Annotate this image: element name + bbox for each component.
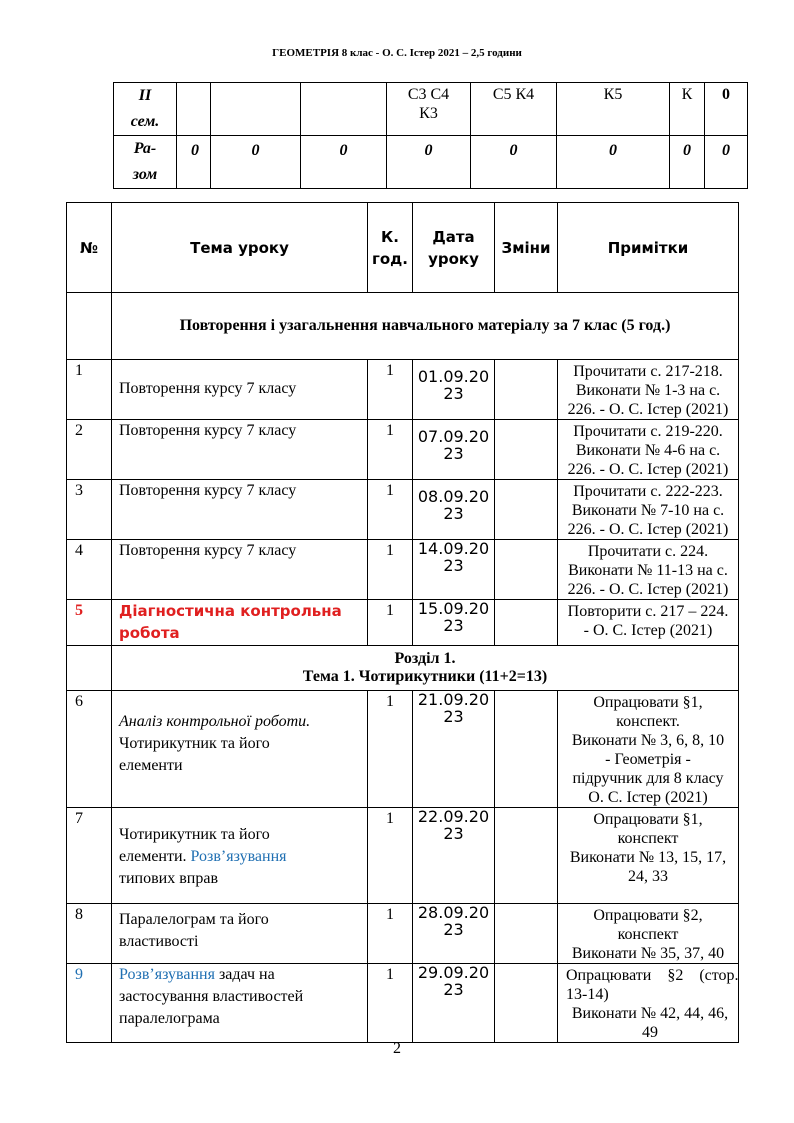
section-title: Повторення і узагальнення навчального матеріалу за 7 клас (5 год.) <box>112 293 739 360</box>
summary-cell: К5 <box>557 83 670 136</box>
row-hours: 1 <box>368 691 413 808</box>
table-row <box>67 904 739 964</box>
row-date: 08.09.20 23 <box>413 480 495 540</box>
row-number: 5 <box>67 600 112 646</box>
total-value: 0 <box>301 136 387 189</box>
header-hours: К. год. <box>368 203 413 293</box>
table-row <box>67 420 739 480</box>
row-hours: 1 <box>368 904 413 964</box>
total-value: 0 <box>705 136 748 189</box>
row-notes: Прочитати с. 224. Виконати № 11-13 на с. 226. - О. С. Істер (2021) <box>558 540 739 600</box>
row-date: 21.09.20 23 <box>413 691 495 808</box>
row-changes <box>495 691 558 808</box>
summary-cell <box>211 83 301 136</box>
table-header-row <box>67 203 739 293</box>
table-row <box>67 691 739 808</box>
row-topic: Повторення курсу 7 класу <box>112 360 368 420</box>
semester-label: II сем. <box>114 83 177 136</box>
row-hours: 1 <box>368 808 413 904</box>
document-header: ГЕОМЕТРІЯ 8 клас - О. С. Істер 2021 – 2,5 години <box>272 47 522 59</box>
total-value: 0 <box>211 136 301 189</box>
section-title: Розділ 1. Тема 1. Чотирикутники (11+2=13) <box>112 646 739 691</box>
row-topic: Паралелограм та його властивості <box>112 904 368 964</box>
header-date: Дата уроку <box>413 203 495 293</box>
summary-cell: 0 <box>705 83 748 136</box>
row-date: 14.09.20 23 <box>413 540 495 600</box>
row-notes: Прочитати с. 217-218. Виконати № 1-3 на с. 226. - О. С. Істер (2021) <box>558 360 739 420</box>
row-changes <box>495 360 558 420</box>
section-row <box>67 646 739 691</box>
row-date: 01.09.20 23 <box>413 360 495 420</box>
header-changes: Зміни <box>495 203 558 293</box>
header-number: № <box>67 203 112 293</box>
row-notes: Опрацювати §2, конспект Виконати № 35, 37, 40 <box>558 904 739 964</box>
row-date: 28.09.20 23 <box>413 904 495 964</box>
total-value: 0 <box>557 136 670 189</box>
row-topic: Чотирикутник та його елементи. Розв’язування типових вправ <box>112 808 368 904</box>
page-number: 2 <box>393 1040 401 1057</box>
row-changes <box>495 600 558 646</box>
row-notes: Прочитати с. 219-220. Виконати № 4-6 на с. 226. - О. С. Істер (2021) <box>558 420 739 480</box>
table-row <box>67 360 739 420</box>
row-number: 1 <box>67 360 112 420</box>
row-number: 7 <box>67 808 112 904</box>
row-changes <box>495 540 558 600</box>
lesson-plan-table <box>66 202 739 1043</box>
row-hours: 1 <box>368 420 413 480</box>
summary-row-total <box>114 136 748 189</box>
summary-cell <box>301 83 387 136</box>
row-number: 9 <box>67 964 112 1043</box>
header-notes: Примітки <box>558 203 739 293</box>
row-number: 4 <box>67 540 112 600</box>
row-topic: Повторення курсу 7 класу <box>112 540 368 600</box>
table-row <box>67 808 739 904</box>
row-changes <box>495 964 558 1043</box>
row-date: 29.09.20 23 <box>413 964 495 1043</box>
row-number: 3 <box>67 480 112 540</box>
row-changes <box>495 420 558 480</box>
table-row <box>67 540 739 600</box>
section-empty-cell <box>67 293 112 360</box>
summary-table <box>113 82 748 189</box>
row-topic: Розв’язування задач на застосування властивостей паралелограма <box>112 964 368 1043</box>
row-hours: 1 <box>368 600 413 646</box>
summary-cell: К <box>670 83 705 136</box>
row-topic: Діагностична контрольна робота <box>112 600 368 646</box>
table-row <box>67 600 739 646</box>
total-value: 0 <box>177 136 211 189</box>
row-changes <box>495 480 558 540</box>
row-date: 22.09.20 23 <box>413 808 495 904</box>
row-notes: Опрацювати §1, конспект. Виконати № 3, 6, 8, 10 - Геометрія - підручник для 8 класу О. С. Істер (2021) <box>558 691 739 808</box>
total-value: 0 <box>670 136 705 189</box>
table-row <box>67 480 739 540</box>
row-hours: 1 <box>368 360 413 420</box>
summary-cell: С5 К4 <box>471 83 557 136</box>
row-notes: Опрацювати §1, конспект Виконати № 13, 15, 17, 24, 33 <box>558 808 739 904</box>
row-topic: Повторення курсу 7 класу <box>112 420 368 480</box>
table-row <box>67 964 739 1043</box>
row-notes: Повторити с. 217 – 224. - О. С. Істер (2021) <box>558 600 739 646</box>
row-date: 07.09.20 23 <box>413 420 495 480</box>
row-topic: Аналіз контрольної роботи. Чотирикутник та його елементи <box>112 691 368 808</box>
row-number: 6 <box>67 691 112 808</box>
row-hours: 1 <box>368 480 413 540</box>
row-hours: 1 <box>368 540 413 600</box>
summary-cell <box>177 83 211 136</box>
total-value: 0 <box>471 136 557 189</box>
summary-row-semester <box>114 83 748 136</box>
total-value: 0 <box>387 136 471 189</box>
row-changes <box>495 904 558 964</box>
row-number: 8 <box>67 904 112 964</box>
row-topic: Повторення курсу 7 класу <box>112 480 368 540</box>
total-label: Ра- зом <box>114 136 177 189</box>
header-topic: Тема уроку <box>112 203 368 293</box>
row-number: 2 <box>67 420 112 480</box>
row-hours: 1 <box>368 964 413 1043</box>
row-notes: Опрацювати §2 (стор. 13-14) Виконати № 42, 44, 46, 49 <box>558 964 739 1043</box>
row-date: 15.09.20 23 <box>413 600 495 646</box>
row-notes: Прочитати с. 222-223. Виконати № 7-10 на с. 226. - О. С. Істер (2021) <box>558 480 739 540</box>
row-changes <box>495 808 558 904</box>
section-row <box>67 293 739 360</box>
section-empty-cell <box>67 646 112 691</box>
summary-cell: С3 С4 К3 <box>387 83 471 136</box>
